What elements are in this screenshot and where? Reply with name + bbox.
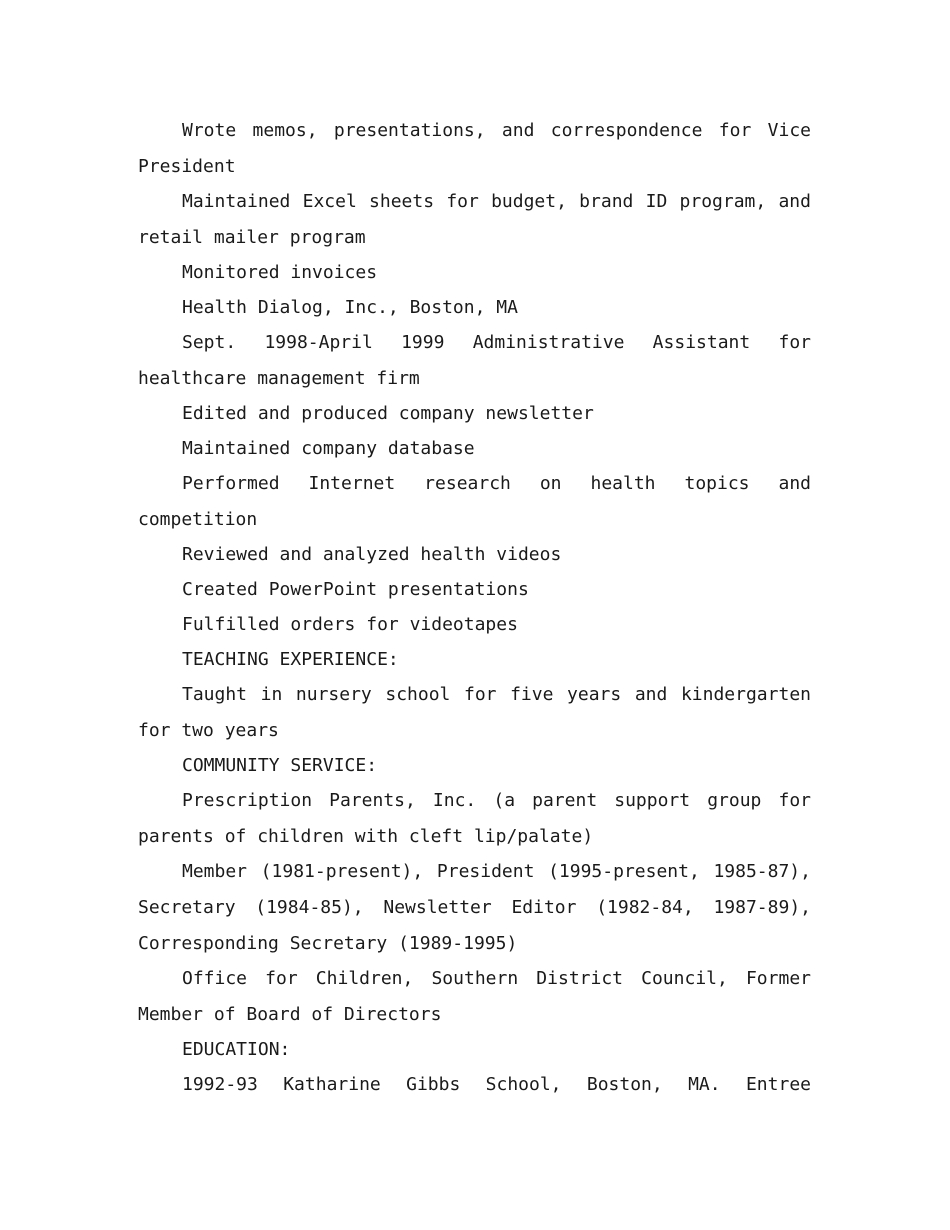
paragraph: Maintained company database — [182, 438, 475, 459]
paragraph: Prescription Parents, Inc. (a parent support group for parents of children with cleft lip/palate) — [138, 790, 811, 847]
paragraph: Reviewed and analyzed health videos — [182, 544, 562, 565]
paragraph: Maintained Excel sheets for budget, brand ID program, and retail mailer program — [138, 191, 811, 248]
paragraph: Fulfilled orders for videotapes — [182, 614, 518, 635]
section-heading-teaching: TEACHING EXPERIENCE: — [182, 649, 399, 670]
paragraph: Created PowerPoint presentations — [182, 579, 529, 600]
document-page — [138, 113, 811, 1102]
paragraph: Performed Internet research on health topics and competition — [138, 473, 811, 530]
paragraph: Edited and produced company newsletter — [182, 403, 594, 424]
paragraph: 1992-93 Katharine Gibbs School, Boston, MA. Entree — [182, 1074, 811, 1095]
paragraph: Health Dialog, Inc., Boston, MA — [182, 297, 518, 318]
paragraph: Member (1981-present), President (1995-present, 1985-87), Secretary (1984-85), Newsletter Editor (1982-84, 1987-89), Corresponding Secretary (1989-1995) — [138, 861, 811, 954]
section-heading-community: COMMUNITY SERVICE: — [182, 755, 378, 776]
paragraph: Office for Children, Southern District Council, Former Member of Board of Directors — [138, 968, 811, 1025]
paragraph: Monitored invoices — [182, 262, 378, 283]
paragraph: Sept. 1998-April 1999 Administrative Assistant for healthcare management firm — [138, 332, 811, 389]
paragraph: Wrote memos, presentations, and correspondence for Vice President — [138, 120, 811, 177]
section-heading-education: EDUCATION: — [182, 1039, 291, 1060]
paragraph: Taught in nursery school for five years and kindergarten for two years — [138, 684, 811, 741]
